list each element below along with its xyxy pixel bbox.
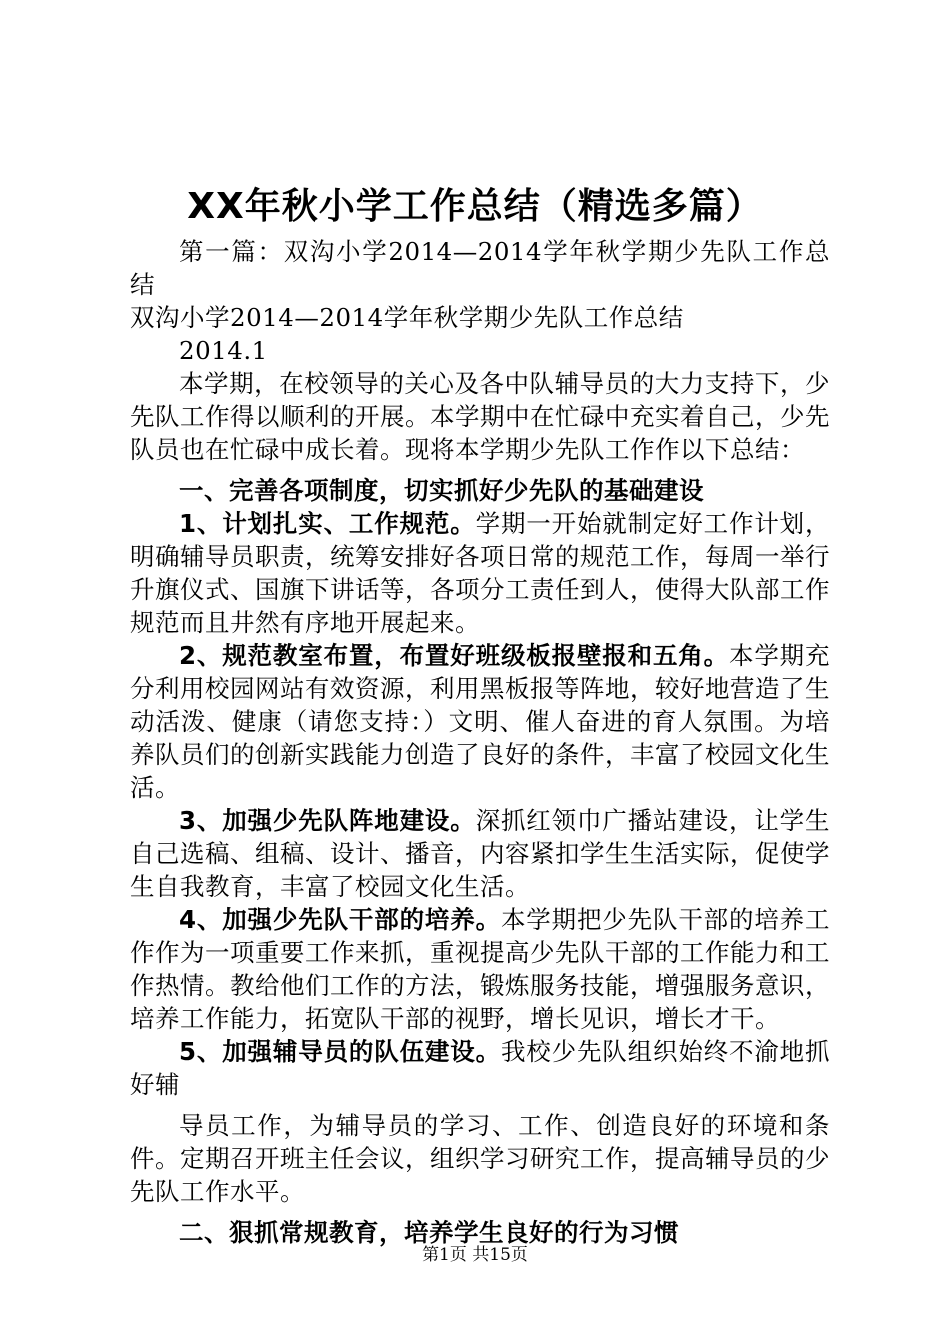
item-paragraph-3 — [130, 804, 830, 903]
item-text: 学期一开始就制定好工作计划，明确辅导员职责，统筹安排好各项日常的规范工作，每周一举行升旗仪式、国旗下讲话等，各项分工责任到人，使得大队部工作规范而且井然有序地开展起来。 — [130, 509, 831, 637]
item-lead: 3、加强少先队阵地建设。 — [179, 806, 476, 835]
section-heading-1: 一、完善各项制度，切实抓好少先队的基础建设 — [179, 476, 704, 505]
item-paragraph-4 — [130, 903, 830, 1035]
document-title: XX年秋小学工作总结（精选多篇） — [187, 186, 763, 227]
subtitle: 第一篇：双沟小学2014—2014学年秋学期少先队工作总结 — [130, 237, 830, 299]
continuation-paragraph: 导员工作，为辅导员的学习、工作、创造良好的环境和条件。定期召开班主任会议，组织学习研究工作，提高辅导员的少先队工作水平。 — [130, 1111, 830, 1206]
document-body — [130, 235, 830, 1249]
item-lead: 5、加强辅导员的队伍建设。 — [179, 1037, 501, 1066]
item-lead: 1、计划扎实、工作规范。 — [179, 509, 476, 538]
page-footer: 第1页 共15页 — [422, 1245, 528, 1265]
subtitle-repeat: 双沟小学2014—2014学年秋学期少先队工作总结 — [130, 303, 684, 332]
section-heading-2: 二、狠抓常规教育，培养学生良好的行为习惯 — [179, 1218, 679, 1247]
item-lead: 4、加强少先队干部的培养。 — [179, 905, 501, 934]
intro-paragraph: 本学期，在校领导的关心及各中队辅导员的大力支持下，少先队工作得以顺利的开展。本学期中在忙碌中充实着自己，少先队员也在忙碌中成长着。现将本学期少先队工作作以下总结： — [130, 369, 830, 464]
item-lead: 2、规范教室布置，布置好班级板报壁报和五角。 — [179, 641, 729, 670]
item-text: 深抓红领巾广播站建设，让学生自己选稿、组稿、设计、播音，内容紧扣学生生活实际，促使学生自我教育，丰富了校园文化生活。 — [130, 806, 831, 901]
item-paragraph-2 — [130, 639, 830, 804]
item-paragraph-1 — [130, 507, 830, 639]
item-text: 本学期把少先队干部的培养工作作为一项重要工作来抓，重视提高少先队干部的工作能力和工作热情。教给他们工作的方法，锻炼服务技能，增强服务意识，培养工作能力，拓宽队干部的视野，增长见识，增长才干。 — [130, 905, 831, 1033]
item-text: 我校少先队组织始终不渝地抓好辅 — [130, 1037, 831, 1099]
date-line: 2014.1 — [179, 336, 268, 365]
item-text: 本学期充分利用校园网站有效资源，利用黑板报等阵地，较好地营造了生动活泼、健康（请您支持：）文明、催人奋进的育人氛围。为培养队员们的创新实践能力创造了良好的条件，丰富了校园文化生活。 — [130, 641, 830, 802]
item-paragraph-5 — [130, 1035, 830, 1101]
